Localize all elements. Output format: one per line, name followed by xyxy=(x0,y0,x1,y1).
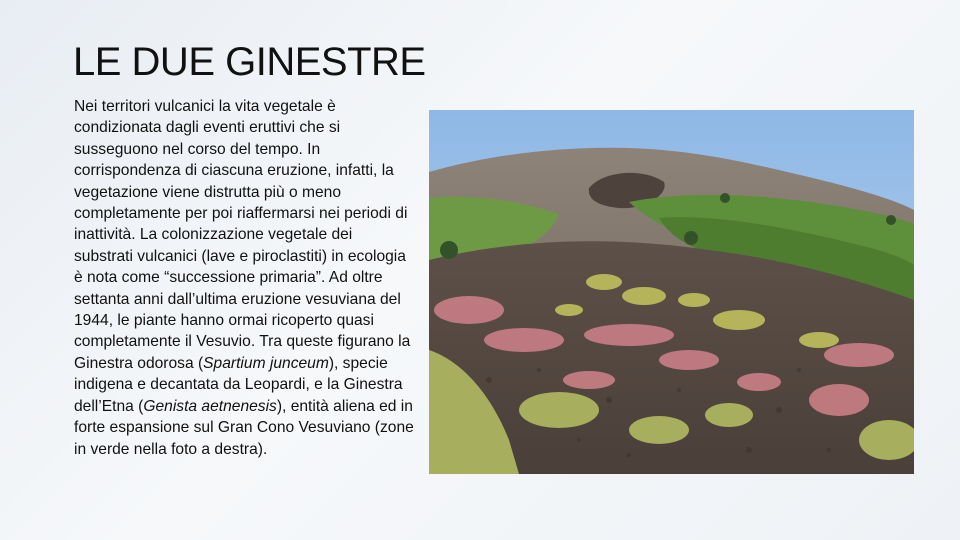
vesuvius-vegetation-photo xyxy=(429,110,914,474)
paragraph-part-3: ), entità aliena ed in forte espansione sul Gran Cono Vesuviano (zone in verde nella foto a destra). xyxy=(74,397,414,458)
paragraph-part-2: ), specie indigena e decantata da Leopardi, e la Ginestra dell’Etna ( xyxy=(74,354,403,415)
paragraph-part-1: Nei territori vulcanici la vita vegetale è condizionata dagli eventi eruttivi che si susseguono nel corso del tempo. In corrispondenza di ciascuna eruzione, infatti, la vegetazione viene distrutta più o meno completamente per poi riaffermarsi nei periodi di inattività. La colonizzazione vegetale dei substrati vulcanici (lave e piroclastiti) in ecologia è nota come “successione primaria”. Ad oltre settanta anni dall’ultima eruzione vesuviana del 1944, le piante hanno ormai ricoperto quasi completamente il Vesuvio. Tra queste figurano la Ginestra odorosa ( xyxy=(74,98,411,372)
species-name-genista: Genista aetnenesis xyxy=(143,397,277,415)
species-name-spartium: Spartium junceum xyxy=(203,354,329,372)
slide-title: LE DUE GINESTRE xyxy=(73,40,426,84)
body-paragraph xyxy=(74,96,414,460)
